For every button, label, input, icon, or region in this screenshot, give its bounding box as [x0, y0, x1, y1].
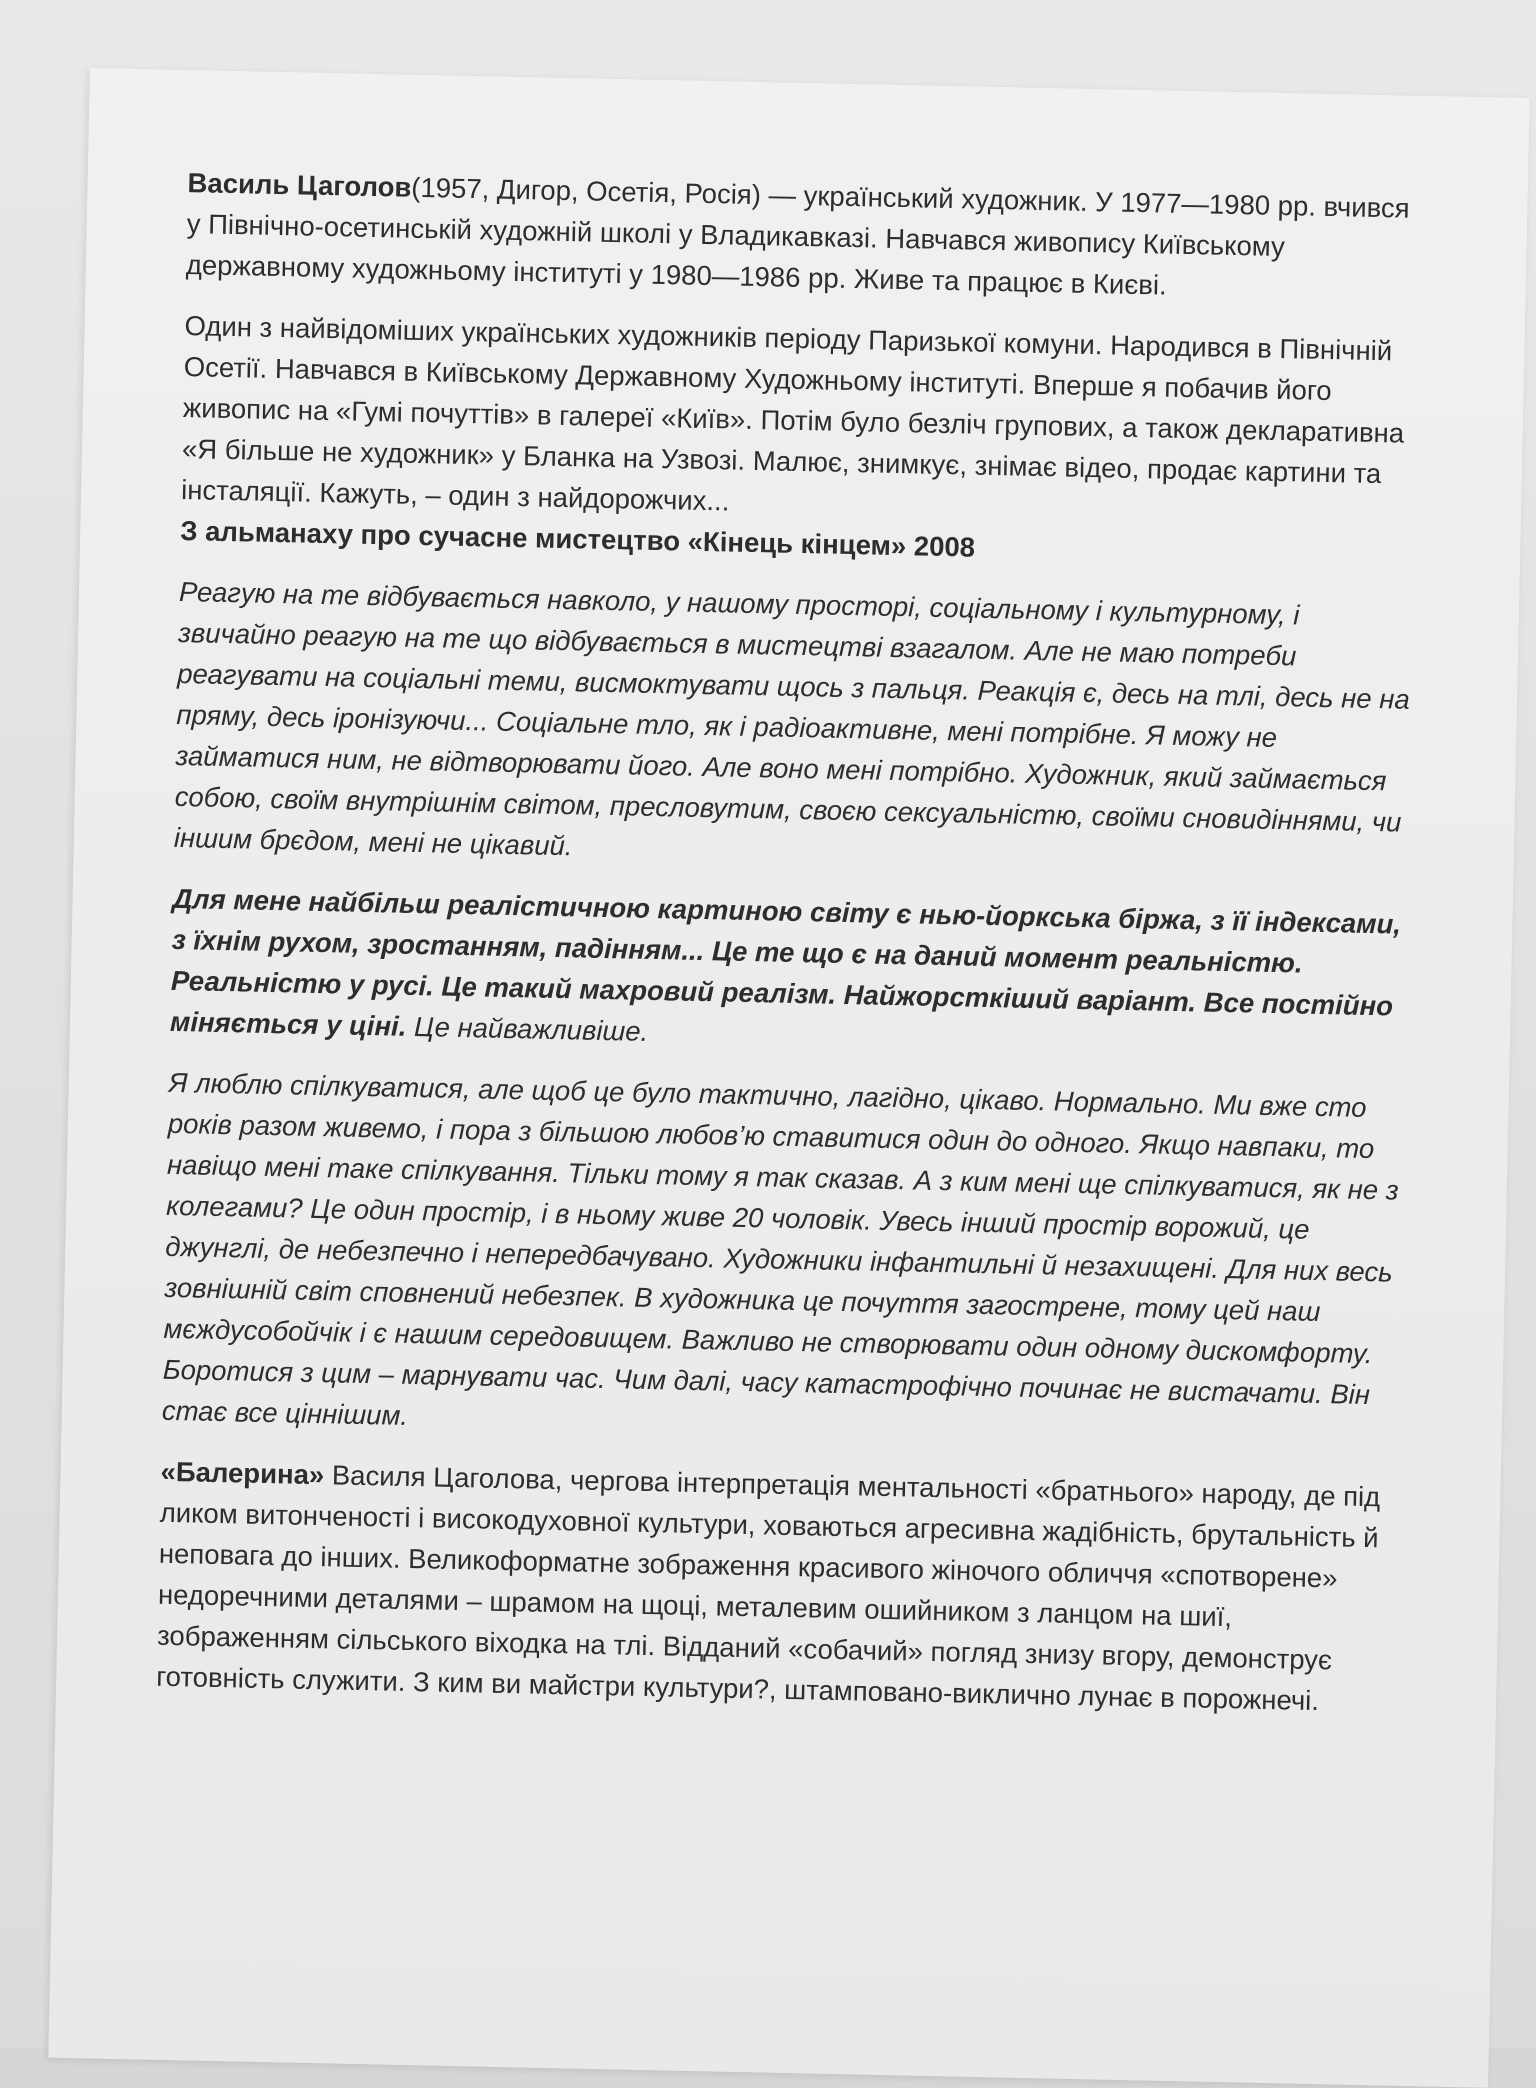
- quote-2-bold: Для мене найбільш реалістичною картиною світу є нью-йоркська біржа, з її індексами, з їхнім рухом, зростанням, падінням... Це те що є на даний момент реальністю. Реальністю у русі. Це такий махровий реалізм. Найжорсткіший варіант. Все постійно міняється у ціні.: [169, 882, 1402, 1042]
- quote-paragraph-3: Я люблю спілкуватися, але щоб це було тактично, лагідно, цікаво. Нормально. Ми вже сто років разом живемо, і пора з більшою любов’ю ставитися один до одного. Якщо навпаки, то навіщо мені таке спілкування. Тільки тому я так сказав. А з ким мені ще спілкуватися, як не з колегами? Це один простір, і в ньому живе 20 чоловік. Увесь інший простір ворожий, це джунглі, де небезпечно і непередбачувано. Художники інфантильні й незахищені. Для них весь зовнішній світ сповнений небезпек. В художника це почуття загострене, тому цей наш мєждусобойчік і є нашим середовищем. Важливо не створювати один одному дискомфорту. Боротися з цим – марнувати час. Чим далі, часу катастрофічно починає не вистачати. Він стає все ціннішим.: [161, 1066, 1399, 1431]
- ballerina-title: «Балерина»: [160, 1455, 325, 1491]
- article-text: [155, 162, 1422, 1743]
- bio-text: (1957, Дигор, Осетія, Росія) — український художник. У 1977—1980 рр. вчився у Північно-осетинській художній школі у Владикавказі. Навчався живопису Київському державному художньому інституті у 1980—1986 рр. Живе та працює в Києві.: [185, 171, 1410, 301]
- intro-paragraph: Один з найвідоміших українських художників періоду Паризької комуни. Народився в Північній Осетії. Навчався в Київському Державному Художньому інституті. Вперше я побачив його живопис на «Гумі почуттів» в галереї «Київ». Потім було безліч групових, а також декларативна «Я більше не художник» у Бланка на Узвозі. Малює, знимкує, знімає відео, продає картини та інсталяції. Кажуть, – один з найдорожчих...: [180, 310, 1405, 517]
- bio-paragraph: [185, 162, 1422, 311]
- quote-paragraph-2: [170, 878, 1408, 1068]
- almanac-heading: З альманаху про сучасне мистецтво «Кінець кінцем» 2008: [180, 514, 976, 563]
- printed-sheet: [48, 68, 1529, 2088]
- quote-paragraph-1: Реагую на те відбувається навколо, у нашому просторі, соціальному і культурному, і звичайно реагую на те що відбувається в мистецтві взагалом. Але не маю потреби реагувати на соціальні теми, висмоктувати щось з пальця. Реакція є, десь на тлі, десь не на пряму, десь іронізуючи... Соціальне тло, як і радіоактивне, мені потрібне. Я можу не займатися ним, не відтворювати його. Але воно мені потрібно. Художник, який займається собою, своїм внутрішнім світом, пресловутим, своєю сексуальністю, своїми сновидіннями, чи іншим брєдом, мені не цікавий.: [173, 575, 1411, 862]
- ballerina-text: Василя Цаголова, чергова інтерпретація ментальності «братнього» народу, де під ликом витонченості і високодуховної культури, ховаються агресивна жадібність, брутальність й неповага до інших. Великоформатне зображення красивого жіночого обличчя «спотворене» недоречними деталями – шрамом на щоці, металевим ошийником з ланцом на шиї, зображенням сільського віходка на тлі. Відданий «собачий» погляд знизу вгору, демонструє готовність служити. З ким ви майстри культури?, штамповано-виклично лунає в порожнечі.: [156, 1459, 1381, 1717]
- artist-name: Василь Цаголов: [187, 167, 412, 203]
- ballerina-paragraph: [156, 1451, 1396, 1723]
- quote-2-tail: Це найважливіше.: [406, 1010, 649, 1047]
